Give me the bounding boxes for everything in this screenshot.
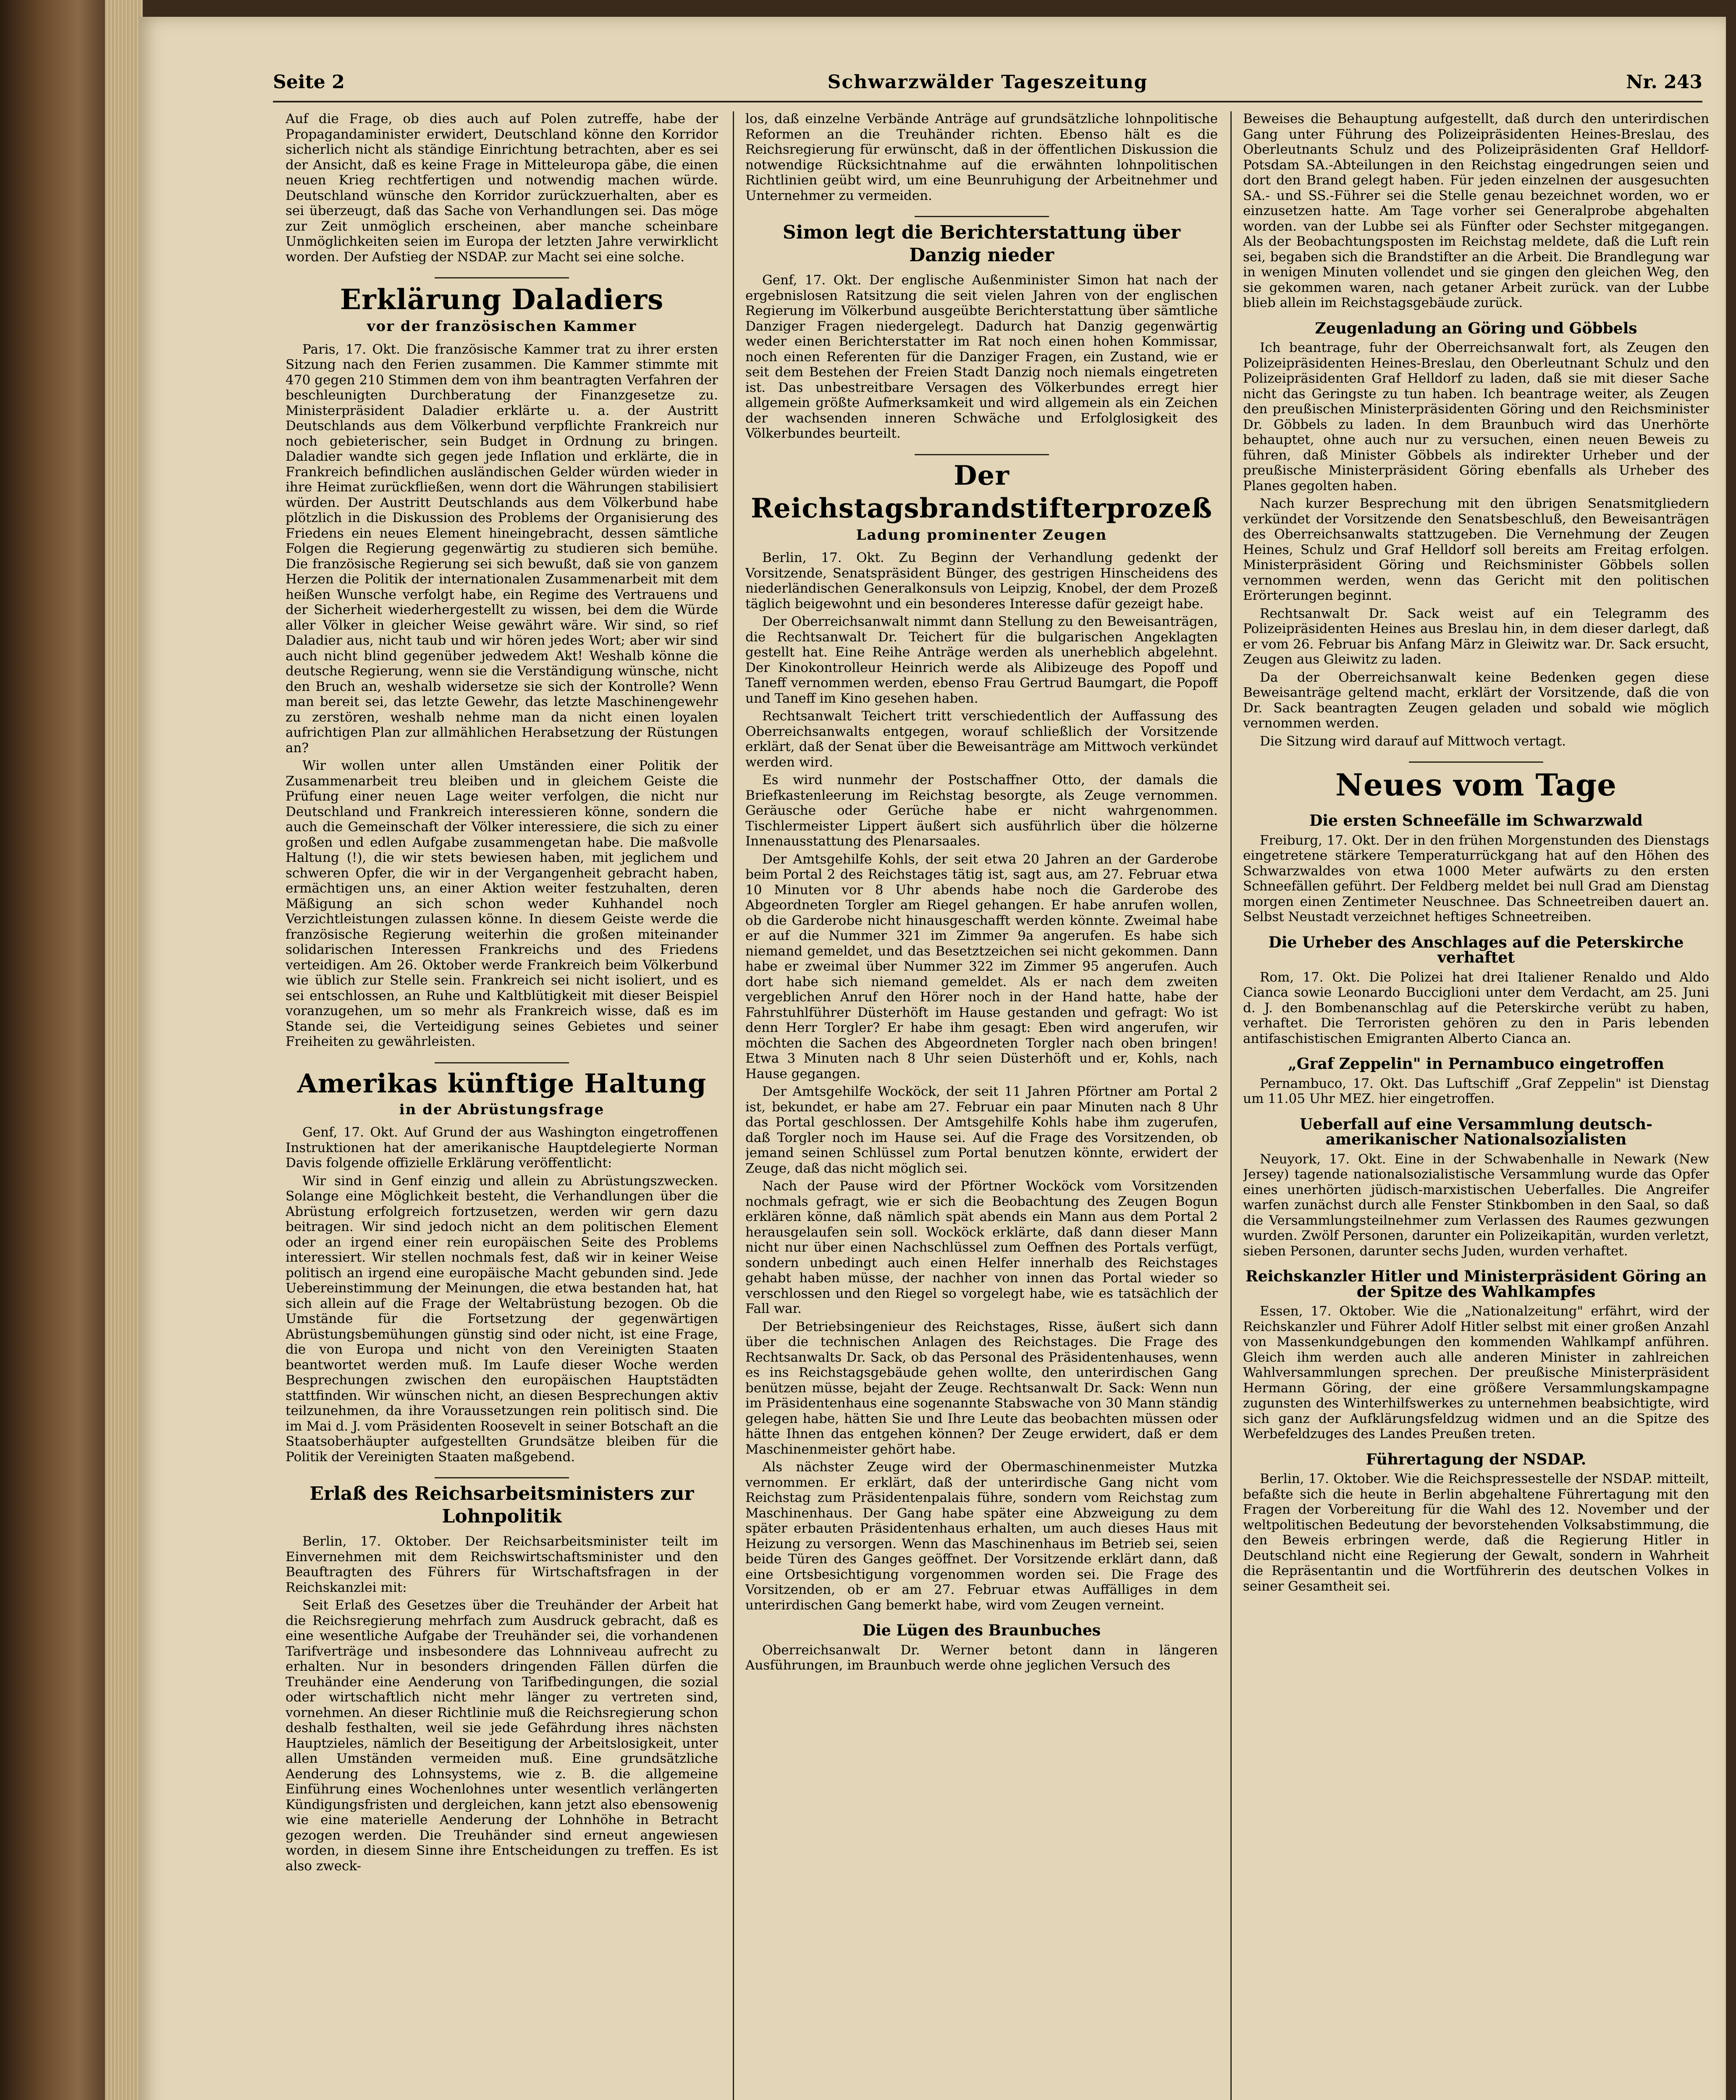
subheading-braunbuch: Die Lügen des Braunbuches — [862, 1622, 1101, 1639]
lohnpolitik-paragraph-1: Berlin, 17. Oktober. Der Reichsarbeitsminister teilt im Einvernehmen mit dem Reichswirtschaftsminister und den Beauftragten des Führers für Wirtschaftsfragen in der Reichskanzlei mit: — [286, 1534, 718, 1595]
divider — [915, 216, 1049, 217]
peterskirche-paragraph: Rom, 17. Okt. Die Polizei hat drei Italiener Renaldo und Aldo Cianca sowie Leonardo Bucciglioni unter dem Verdacht, am 25. Juni d. J. den Bombenanschlag auf die Peterskirche verübt zu haben, verhaftet. Die Terroristen gehören zu den in Paris lebenden antifaschistischen Emigranten Alberto Cianca an. — [1243, 969, 1709, 1046]
page-header — [273, 55, 1702, 93]
brand-paragraph-10: Oberreichsanwalt Dr. Werner betont dann in längeren Ausführungen, im Braunbuch werde ohne jeglichen Versuch des — [745, 1642, 1218, 1673]
divider — [1409, 761, 1543, 763]
divider — [435, 1477, 569, 1478]
zeugen-paragraph-5: Die Sitzung wird darauf auf Mittwoch vertagt. — [1260, 733, 1566, 749]
brand-paragraph-4: Es wird nunmehr der Postschaffner Otto, der damals die Briefkastenleerung im Reichstag besorgte, als Zeuge vernommen. Geräusche oder Gerüche habe er nicht wahrgenommen. Tischlermeister Lippert äußert sich ausführlich über die hölzerne Innenausstattung des Plenarsaales. — [745, 772, 1218, 849]
subheading-zeugenladung: Zeugenladung an Göring und Göbbels — [1315, 319, 1637, 337]
ueberfall-paragraph: Neuyork, 17. Okt. Eine in der Schwabenhalle in Newark (New Jersey) tagende nationalsozialistische Versammlung wurde das Opfer eines unerhörten jüdisch-marxistischen Ueberfalles. Die Angreifer warfen zunächst durch alle Fenster Stinkbomben in den Saal, so daß die Versammlungsteilnehmer zum Verlassen des Raumes gezwungen wurden. Zwölf Personen, darunter ein Polizeikapitän, wurden verletzt, sieben Personen, darunter sechs Juden, wurden verhaftet. — [1243, 1151, 1709, 1259]
issue-number: Nr. 243 — [1626, 71, 1702, 93]
article-title-reichstagsbrand: Der Reichstagsbrandstifterprozeß — [750, 459, 1213, 524]
brand-paragraph-3: Rechtsanwalt Teichert tritt verschiedentlich der Auffassung des Oberreichsanwalts entgegen, worauf schließlich der Vorsitzende erklärt, daß der Senat über die Beweisanträge am Mittwoch verkündet werden wird. — [745, 709, 1218, 770]
brand-paragraph-7: Nach der Pause wird der Pförtner Wocköck vom Vorsitzenden nochmals gefragt, wie er sich die Beobachtung des Zeugen Bogun erklären könne, daß nämlich spät abends ein Mann aus dem Portal 2 herausgelaufen sein soll. Wocköck erklärte, daß dann dieser Mann nicht nur über einen Nachschlüssel zum Oeffnen des Portals verfügt, sondern unbedingt auch einen Helfer innerhalb des Reichstages gehabt haben müsse, der nachher von innen das Portal wieder so verschlossen und den Riegel so vorgelegt habe, wie es tatsächlich der Fall war. — [745, 1179, 1218, 1316]
zeugen-paragraph-4: Da der Oberreichsanwalt keine Bedenken gegen diese Beweisanträge geltend macht, erklärt der Vorsitzende, daß die von Dr. Sack beantragten Zeugen geladen und sobald wie möglich vernommen werden. — [1243, 669, 1709, 731]
page-edges — [105, 0, 143, 2100]
brand-paragraph-8: Der Betriebsingenieur des Reichstages, Risse, äußert sich dann über die technischen Anlagen des Reichstages. Die Frage des Rechtsanwalts Dr. Sack, ob das Personal des Präsidentenhauses, wenn es ins Reichstagsgebäude gehen wollte, den unterirdischen Gang benützen müsse, bejaht der Zeuge. Rechtsanwalt Dr. Sack: Wenn nun im Präsidentenhaus eine sogenannte Stabswache von 30 Mann ständig gelegen habe, hätten Sie und Ihre Leute das beobachten müssen oder hätte Ihnen das entgehen können? Der Zeuge erwidert, daß er dem Maschinenmeister gehört habe. — [745, 1319, 1218, 1457]
simon-paragraph-1: Genf, 17. Okt. Der englische Außenminister Simon hat nach der ergebnislosen Ratsitzung die seit vielen Jahren von der englischen Regierung im Völkerbund ausgeübte Berichterstattung über sämtliche Danziger Fragen niedergelegt. Dadurch hat Danzig gegenwärtig weder einen Berichterstatter im Rat noch einen hohen Kommissar, noch einen Referenten für die Danziger Fragen, ein Zustand, wie er seit dem Bestehen der Freien Stadt Danzig noch niemals eingetreten ist. Das unbestreitbare Versagen des Völkerbundes erregt hier allgemein größte Aufmerksamkeit und wird allgemein als ein Zeichen der wachsenden inneren Schwäche und Erfolglosigkeit des Völkerbundes beurteilt. — [745, 273, 1218, 441]
page-label: Seite 2 — [273, 71, 345, 93]
article-subtitle-amerika: in der Abrüstungsfrage — [399, 1101, 605, 1118]
subheading-zeppelin: „Graf Zeppelin" in Pernambuco eingetroffen — [1288, 1055, 1664, 1073]
header-rule — [273, 101, 1702, 102]
article-subtitle-daladier: vor der französischen Kammer — [367, 318, 637, 335]
subheading-peterskirche: Die Urheber des Anschlages auf die Peterskirche verhaftet — [1268, 933, 1684, 966]
fuehrertagung-paragraph: Berlin, 17. Oktober. Wie die Reichspressestelle der NSDAP. mitteilt, befaßte sich die heute in Berlin abgehaltene Führertagung mit den Fragen der Vorbereitung für die Wahl des 12. November und der weltpolitischen Bedeutung der bevorstehenden Volksabstimmung, die den Beweis erbringen werde, daß die Regierung Hitler in Deutschland nicht eine Regierung der Gewalt, sondern in Wahrheit die Repräsentantin und die Wortführerin des deutschen Volkes in seiner Gesamtheit sei. — [1243, 1471, 1709, 1594]
daladier-paragraph-1: Paris, 17. Okt. Die französische Kammer trat zu ihrer ersten Sitzung nach den Ferien zusammen. Die Kammer stimmte mit 470 gegen 210 Stimmen dem von ihm beantragten Verfahren der beschleunigten Durchberatung der Finanzgesetze zu. Ministerpräsident Daladier erklärte u. a. der Austritt Deutschlands aus dem Völkerbund verpflichte Frankreich nur noch gebieterischer, sein Budget in Ordnung zu bringen. Daladier wandte sich gegen jede Inflation und erklärte, die in Frankreich befindlichen ausländischen Gelder würden wieder in ihre Heimat zurückfließen, wenn dort die Währungen stabilisiert würden. Der Austritt Deutschlands aus dem Völkerbund habe plötzlich in die Diskussion des Problems der Organisierung des Friedens ein neues Element hineingebracht, dessen sämtliche Folgen die Regierung gegenwärtig zu studieren sich bemühe. Die französische Regierung sei sich bewußt, daß sie von ganzem Herzen die Politik der internationalen Zusammenarbeit mit dem heißen Wunsche verfolgt habe, ein Regime des Vertrauens und der Sicherheit wiederhergestellt zu wissen, bei dem die Würde aller Völker in gleicher Weise gewährt wäre. Wir sind, so rief Daladier aus, nicht taub und wir hören jedes Wort; aber wir sind auch nicht blind gegenüber jedwedem Akt! Weshalb könne die deutsche Regierung, wenn sie die Verständigung wünsche, nicht den Bruch an, weshalb widersetze sie sich der Kontrolle? Wenn man bereit sei, das letzte Gewehr, das letzte Maschinengewehr zu zerstören, weshalb nehme man da nicht einen loyalen aufrichtigen Plan zur allmählichen Herabsetzung der Rüstungen an? — [286, 341, 718, 756]
wahlkampf-paragraph: Essen, 17. Oktober. Wie die „Nationalzeitung" erfährt, wird der Reichskanzler und Führer Adolf Hitler selbst mit einer großen Anzahl von Massenkundgebungen den kommenden Wahlkampf anführen. Gleich ihm werden auch alle anderen Minister in zahlreichen Wahlversammlungen sprechen. Der preußische Ministerpräsident Hermann Göring, der eine größere Versammlungskampagne zugunsten des Winterhilfswerkes zu unternehmen beabsichtigte, wird sich ganz der Aufklärungsfeldzug widmen und an die Spitze des Werbefeldzuges des Landes Preußen treten. — [1243, 1304, 1709, 1441]
schnee-paragraph: Freiburg, 17. Okt. Der in den frühen Morgenstunden des Dienstags eingetretene stärkere Temperaturrückgang hat auf den Höhen des Schwarzwaldes von etwa 1000 Meter aufwärts zu den ersten Schneefällen geführt. Der Feldberg meldet bei null Grad am Dienstag morgen einen Zentimeter Neuschnee. Das Schneetreiben dauert an. Selbst Neustadt verzeichnet heftiges Schneetreiben. — [1243, 832, 1709, 924]
zeugen-paragraph-1: Ich beantrage, fuhr der Oberreichsanwalt fort, als Zeugen den Polizeipräsidenten Heines-Breslau, den Oberleutnant Schulz und den Polizeipräsidenten Graf Helldorf zu laden, daß sie mit dieser Sache nicht das Geringste zu tun haben. Ich beantrage weiter, als Zeugen den preußischen Ministerpräsidenten Göring und den Reichsminister Dr. Göbbels zu laden. In dem Braunbuch wird das Unerhörte behauptet, ohne auch nur zu versuchen, einen neuen Beweis zu führen, daß Minister Göbbels als indirekter Urheber und der preußische Ministerpräsident Göring ebenfalls als Urheber des Planes gegolten haben. — [1243, 340, 1709, 494]
brand-paragraph-6: Der Amtsgehilfe Wocköck, der seit 11 Jahren Pförtner am Portal 2 ist, bekundet, er habe am 27. Februar ein paar Minuten nach 8 Uhr das Portal geschlossen. Der Amtsgehilfe Kohls habe ihm zugerufen, daß Torgler noch im Hause sei. Auf die Frage des Vorsitzenden, ob jemand seinen Schlüssel zum Portal benutzen könnte, erwidert der Zeuge, daß das nicht möglich sei. — [745, 1084, 1218, 1176]
divider — [915, 454, 1049, 455]
lohnpolitik-continuation: los, daß einzelne Verbände Anträge auf grundsätzliche lohnpolitische Reformen an die Treuhänder richten. Ebenso hält es die Reichsregierung für erwünscht, daß in der öffentlichen Diskussion die notwendige Rücksichtnahme auf die erwähnten lohnpolitischen Richtlinien geübt wird, um eine Beunruhigung der Arbeitnehmer und Unternehmer zu vermeiden. — [745, 111, 1218, 203]
brand-paragraph-2: Der Oberreichsanwalt nimmt dann Stellung zu den Beweisanträgen, die Rechtsanwalt Dr. Teichert für die bulgarischen Angeklagten gestellt hat. Eine Reihe Anträge werden als unerheblich abgelehnt. Der Kinokontrolleur Heinrich werde als Alibizeuge des Popoff und Taneff vernommen werden, ebenso Frau Gertrud Baumgart, die Popoff und Taneff im Kino gesehen haben. — [745, 614, 1218, 706]
article-title-amerika: Amerikas künftige Haltung — [297, 1068, 707, 1099]
brand-paragraph-1: Berlin, 17. Okt. Zu Beginn der Verhandlung gedenkt der Vorsitzende, Senatspräsident Bünger, des gestrigen Hinscheidens des niederländischen Generalkonsuls von Leipzig, Knobel, der dem Prozeß täglich beigewohnt und ein besonderes Interesse dafür gezeigt habe. — [745, 550, 1218, 612]
subheading-fuehrertagung: Führertagung der NSDAP. — [1366, 1450, 1587, 1468]
subheading-ueberfall: Ueberfall auf eine Versammlung deutsch-amerikanischer Nationalsozialisten — [1300, 1115, 1652, 1148]
column-1 — [286, 111, 718, 2100]
brand-paragraph-5: Der Amtsgehilfe Kohls, der seit etwa 20 Jahren an der Garderobe beim Portal 2 des Reichstages tätig ist, sagt aus, am 27. Februar etwa 10 Minuten vor 8 Uhr abends habe noch die Garderobe des Abgeordneten Torgler am Riegel gehangen. Er habe anrufen wollen, ob die Garderobe nicht hinausgeschafft werden könnte. Zweimal habe er auf die Nummer 321 im Zimmer 9a angerufen. Es habe sich niemand gemeldet, und das Besetztzeichen sei nicht gekommen. Dann habe er zweimal über Nummer 322 im Zimmer 95 angerufen. Auch dort habe sich niemand gemeldet. Als er nach dem zweiten vergeblichen Anruf den Hörer noch in der Hand hatte, habe der Fahrstuhlführer Düsterhöft im Hause gestanden und gefragt: Wo ist denn Herr Torgler? Er habe ihm gesagt: Eben wird angerufen, wir möchten die Sachen des Abgeordneten Torgler nach oben bringen! Etwa 3 Minuten nach 8 Uhr seien Düsterhöft und er, Kohls, nach Hause gegangen. — [745, 851, 1218, 1082]
zeppelin-paragraph: Pernambuco, 17. Okt. Das Luftschiff „Graf Zeppelin" ist Dienstag um 11.05 Uhr MEZ. hier eingetroffen. — [1243, 1076, 1709, 1106]
article-title-lohnpolitik: Erlaß des Reichsarbeitsministers zur Lohnpolitik — [309, 1483, 694, 1527]
column-3 — [1243, 111, 1709, 2100]
article-subtitle-reichstagsbrand: Ladung prominenter Zeugen — [856, 526, 1107, 543]
amerika-paragraph-1: Genf, 17. Okt. Auf Grund der aus Washington eingetroffenen Instruktionen hat der amerikanische Hauptdelegierte Norman Davis folgende offizielle Erklärung veröffentlicht: — [286, 1125, 718, 1171]
column-rule-1 — [733, 111, 734, 2100]
zeugen-paragraph-3: Rechtsanwalt Dr. Sack weist auf ein Telegramm des Polizeipräsidenten Heines aus Breslau hin, in dem dieser darlegt, daß er vom 26. Februar bis Anfang März in Gleiwitz war. Dr. Sack ersucht, Zeugen aus Gleiwitz zu laden. — [1243, 606, 1709, 667]
column-2 — [745, 111, 1218, 2100]
brand-paragraph-9: Als nächster Zeuge wird der Obermaschinenmeister Mutzka vernommen. Er erklärt, daß der unterirdische Gang nicht vom Reichstag zum Präsidentenpalais führe, sondern vom Reichstag zum Maschinenhaus. Der Gang habe später eine Abzweigung zu dem später erbauten Präsidentenhaus erhalten, um auch dieses Haus mit Heizung zu versorgen. Wenn das Maschinenhaus im Betrieb sei, seien beide Türen des Ganges geöffnet. Der Vorsitzende erklärt dann, daß eine Ortsbesichtigung vorgenommen worden sei. Die Frage des Vorsitzenden, ob er am 27. Februar etwas Auffälliges in dem unterirdischen Gang bemerkt habe, wird vom Zeugen verneint. — [745, 1460, 1218, 1613]
zeugen-paragraph-2: Nach kurzer Besprechung mit den übrigen Senatsmitgliedern verkündet der Vorsitzende den Senatsbeschluß, den Beweisanträgen des Oberreichsanwalts stattzugeben. Die Vernehmung der Zeugen Heines, Schulz und Graf Helldorf soll bereits am Freitag erfolgen. Ministerpräsident Göring und Reichsminister Göbbels sollen vernommen werden, wenn das Gericht mit den politischen Erörterungen beginnt. — [1243, 496, 1709, 603]
subheading-schneefaelle: Die ersten Schneefälle im Schwarzwald — [1309, 812, 1643, 830]
article-title-simon: Simon legt die Berichterstattung über Danzig nieder — [782, 222, 1181, 266]
intro-paragraph: Auf die Frage, ob dies auch auf Polen zutreffe, habe der Propagandaminister erwidert, Deutschland könne den Korridor sicherlich nicht als ständige Einrichtung betrachten, aber es sei der Ansicht, daß es keine Frage in Mitteleuropa gäbe, die einen neuen Krieg rechtfertigen und notwendig machen würde. Deutschland wünsche den Korridor zurückzuerhalten, aber es sei überzeugt, daß das Sache von Verhandlungen sei. Das möge zur Zeit unmöglich erscheinen, aber manche scheinbare Unmöglichkeiten seien im Europa der letzten Jahre verwirklicht worden. Der Aufstieg der NSDAP. zur Macht sei eine solche. — [286, 111, 718, 265]
column-rule-2 — [1230, 111, 1232, 2100]
divider — [435, 1062, 569, 1063]
subheading-wahlkampf: Reichskanzler Hitler und Ministerpräsident Göring an der Spitze des Wahlkampfes — [1245, 1268, 1707, 1301]
lohnpolitik-paragraph-2: Seit Erlaß des Gesetzes über die Treuhänder der Arbeit hat die Reichsregierung mehrfach zum Ausdruck gebracht, daß es eine wesentliche Aufgabe der Treuhänder sei, die vorhandenen Tarifverträge und insbesondere das Lohnniveau aufrecht zu erhalten. Nur in besonders dringenden Fällen dürfen die Treuhänder eine Aenderung von Tarifbedingungen, die sozial oder wirtschaftlich nicht mehr länger zu vertreten sind, vornehmen. An dieser Richtlinie muß die Reichsregierung schon deshalb festhalten, weil sie jede Gefährdung ihres nächsten Hauptzieles, nämlich der Beseitigung der Arbeitslosigkeit, unter allen Umständen vermeiden muß. Eine grundsätzliche Aenderung des Lohnsystems, wie z. B. die allgemeine Einführung eines Wochenlohnes unter wesentlich verlängerten Kündigungsfristen und dergleichen, kann jetzt also ebensowenig wie eine materielle Aenderung der Lohnhöhe in Betracht gezogen werden. Die Treuhänder sind erneut angewiesen worden, in diesem Sinne ihre Entscheidungen zu treffen. Es ist also zweck- — [286, 1598, 718, 1874]
brand-continuation: Beweises die Behauptung aufgestellt, daß durch den unterirdischen Gang unter Führung des Polizeipräsidenten Heines-Breslau, des Oberleutnants Schulz und des Polizeipräsidenten Graf Helldorf-Potsdam SA.-Abteilungen in den Reichstag eingedrungen seien und dort den Brand gelegt haben. Für jeden einzelnen der ausgesuchten SA.- und SS.-Führer sei die Stelle genau bezeichnet worden, wo er einzusetzen hatte. Am Tage vorher sei Generalprobe abgehalten worden. van der Lubbe sei als Fünfter oder Sechster mitgegangen. Als der Beobachtungsposten im Reichstag meldete, daß die Luft rein sei, begaben sich die Brandstifter an die Arbeit. Die Brandlegung war in wenigen Minuten vollendet und sie gingen den gleichen Weg, den sie gekommen waren, nach getaner Arbeit zurück. van der Lubbe blieb allein im Reichstagsgebäude zurück. — [1243, 111, 1709, 310]
article-title-daladier: Erklärung Daladiers — [340, 283, 664, 316]
divider — [435, 277, 569, 278]
newspaper-name: Schwarzwälder Tageszeitung — [827, 71, 1148, 93]
amerika-paragraph-2: Wir sind in Genf einzig und allein zu Abrüstungszwecken. Solange eine Möglichkeit besteht, die Verhandlungen über die Abrüstung erfolgreich fortzusetzen, werden wir gern dazu beitragen. Wir sind jedoch nicht an dem politischen Element oder an irgend einer rein europäischen Seite des Problems interessiert. Wir stellen nochmals fest, daß wir in keiner Weise politisch an irgend eine europäische Macht gebunden sind. Jede Uebereinstimmung der Meinungen, die etwa bestanden hat, hat sich allein auf die Frage der Weltabrüstung bezogen. Ob die Umstände für die Fortsetzung der gegenwärtigen Abrüstungsbemühungen günstig sind oder nicht, ist eine Frage, die von Europa und nicht von den Vereinigten Staaten beantwortet werden muß. Im Laufe dieser Woche werden Besprechungen zwischen den europäischen Hauptstädten stattfinden. Wir wünschen nicht, an diesen Besprechungen aktiv teilzunehmen, da ihre Voraussetzungen rein politisch sind. Die im Mai d. J. vom Präsidenten Roosevelt in seiner Botschaft an die Staatsoberhäupter aufgestellten Grundsätze bleiben für die Politik der Vereinigten Staaten maßgebend. — [286, 1173, 718, 1465]
section-title-neues-vom-tage: Neues vom Tage — [1335, 767, 1617, 803]
daladier-paragraph-2: Wir wollen unter allen Umständen einer Politik der Zusammenarbeit treu bleiben und in gleichem Geiste die Prüfung einer neuen Lage weiter verfolgen, die nicht nur Deutschland und Frankreich interessieren könne, sondern die auch die Gemeinschaft der Völker interessiere, die sich zu einer großen und edlen Aufgabe zusammengetan habe. Die maßvolle Haltung (!), die wir stets bewiesen haben, mit jeglichem und schweren Opfer, die wir in der Vergangenheit gebracht haben, ermächtigen uns, an einer Aktion weiter festzuhalten, deren Mäßigung an sich schon weder Kuhhandel noch Verzichtleistungen zulassen könne. In diesem Geiste werde die französische Regierung weiterhin die großen miteinander solidarischen Interessen Frankreichs und des Friedens verteidigen. Am 26. Oktober werde Frankreich beim Völkerbund wie üblich zur Stelle sein. Frankreich sei nicht isoliert, und es sei entschlossen, an Ruhe und Kaltblütigkeit mit dieser Beispiel voranzugehen, um so mehr als Frankreich wisse, daß es im Stande sei, die Verteidigung seines Gebietes und seiner Freiheiten zu gewährleisten. — [286, 758, 718, 1049]
